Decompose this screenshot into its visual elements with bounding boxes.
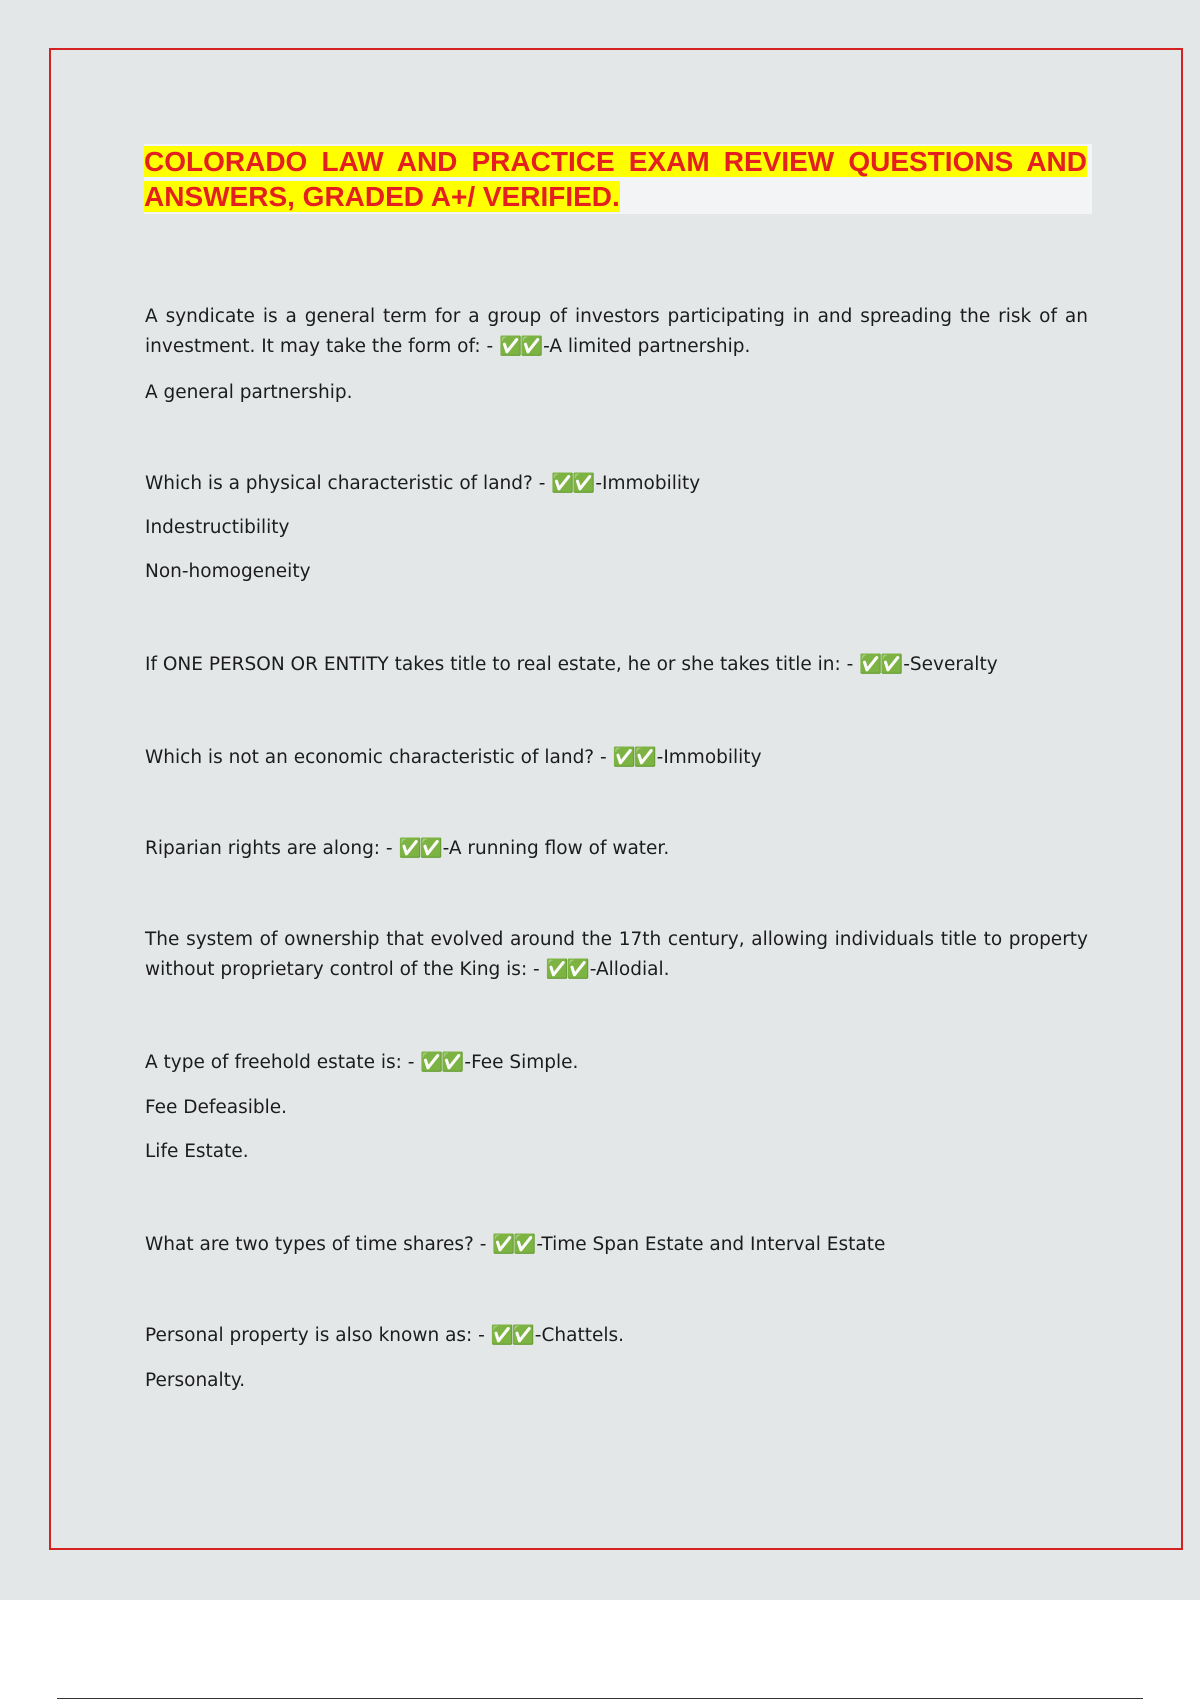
double-check-icon: ✅✅ — [398, 838, 441, 859]
title-block — [144, 144, 1092, 214]
qa-item-2-extra-2: Non-homogeneity — [145, 561, 311, 582]
qa-item-5-question: Riparian rights are along: - ✅✅ -A running flow of water. — [145, 838, 670, 859]
qa-item-7-question: A type of freehold estate is: - ✅✅ -Fee Simple. — [145, 1052, 579, 1073]
double-check-icon: ✅✅ — [551, 473, 594, 494]
qa-item-3-question: If ONE PERSON OR ENTITY takes title to real estate, he or she takes title in: - ✅✅ -Severalty — [145, 654, 998, 675]
qa-item-7-extra-1: Fee Defeasible. — [145, 1097, 288, 1118]
double-check-icon: ✅✅ — [492, 1234, 535, 1255]
qa-item-9-question: Personal property is also known as: - ✅✅ -Chattels. — [145, 1325, 624, 1346]
footer-divider — [57, 1698, 1143, 1699]
double-check-icon: ✅✅ — [545, 959, 588, 980]
double-check-icon: ✅✅ — [499, 336, 542, 357]
qa-item-6-question: The system of ownership that evolved around the 17th century, allowing individuals title to property without proprietary control of the King is: - ✅✅ -Allodial. — [145, 929, 1088, 980]
qa-item-4-question: Which is not an economic characteristic of land? - ✅✅ -Immobility — [145, 747, 762, 768]
qa-item-2-extra-1: Indestructibility — [145, 517, 290, 538]
double-check-icon: ✅✅ — [859, 654, 902, 675]
qa-item-9-extra-1: Personalty. — [145, 1370, 246, 1391]
qa-item-1-extra-1: A general partnership. — [145, 382, 353, 403]
double-check-icon: ✅✅ — [490, 1325, 533, 1346]
double-check-icon: ✅✅ — [420, 1052, 463, 1073]
double-check-icon: ✅✅ — [612, 747, 655, 768]
qa-item-7-extra-2: Life Estate. — [145, 1141, 249, 1162]
qa-item-2-question: Which is a physical characteristic of land? - ✅✅ -Immobility — [145, 473, 701, 494]
qa-item-1-question: A syndicate is a general term for a group of investors participating in and spreading the risk of an investment. It may take the form of: - ✅✅ -A limited partnership. — [145, 306, 1088, 357]
document-title: COLORADO LAW AND PRACTICE EXAM REVIEW QUESTIONS AND ANSWERS, GRADED A+/ VERIFIED. — [144, 146, 1087, 212]
qa-item-8-question: What are two types of time shares? - ✅✅ -Time Span Estate and Interval Estate — [145, 1234, 886, 1255]
